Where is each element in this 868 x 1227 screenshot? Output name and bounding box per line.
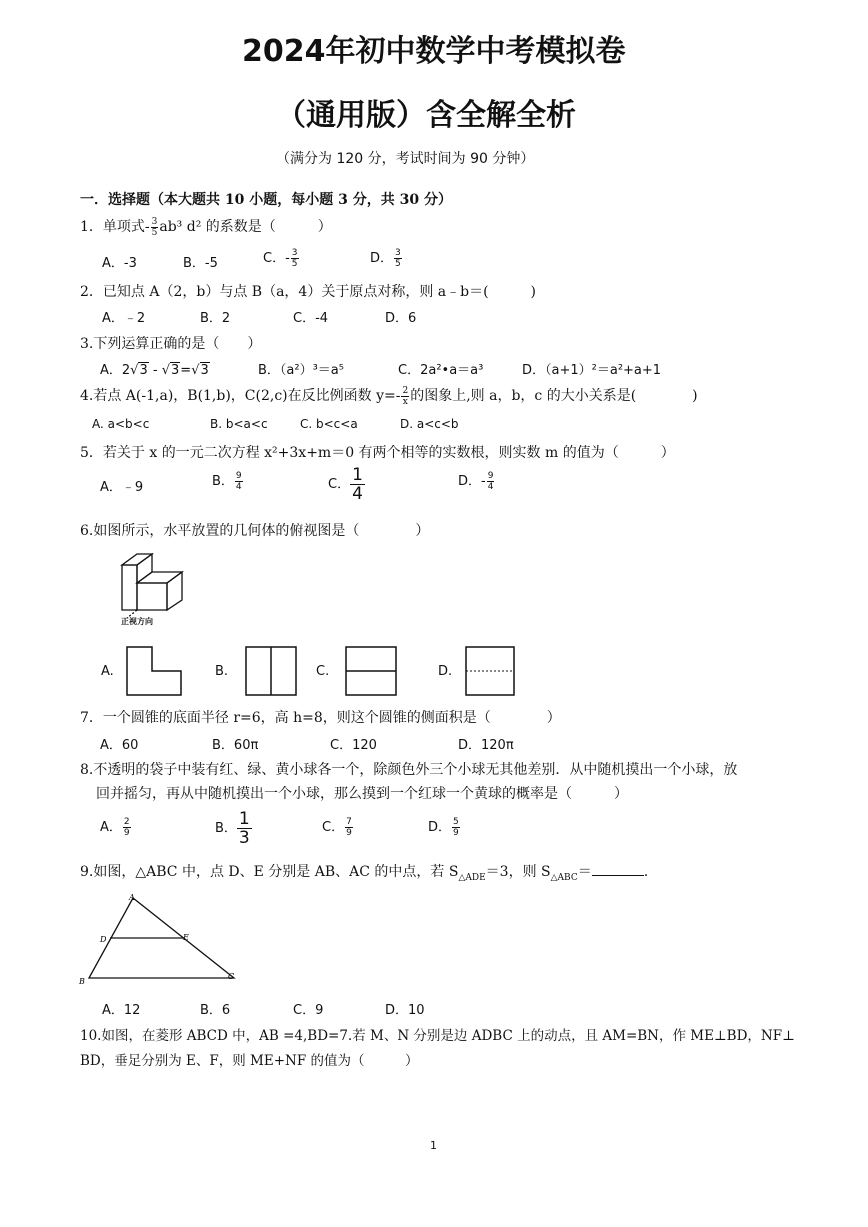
q1-fraction: $\frac{3}{5}$: [151, 216, 158, 238]
label-e: E: [183, 933, 189, 942]
q6-option-a-shape: [126, 646, 182, 696]
q8-option-c: C． $\frac{7}{9}$: [322, 817, 352, 838]
question-5: 5．若关于 x 的一元二次方程 x²+3x+m＝0 有两个相等的实数根，则实数 m 的值为（ ）: [80, 445, 675, 461]
label-b: B: [79, 977, 85, 986]
q8-option-b: B． $\frac{1}{3}$: [215, 809, 250, 848]
question-1: [80, 216, 332, 238]
q7-option-c: C．120: [330, 738, 377, 753]
q6-option-d-shape: [465, 646, 515, 696]
q2-option-b: B．2: [200, 311, 231, 326]
question-3: 3.下列运算正确的是（ ）: [80, 336, 262, 352]
question-10-line-1: 10.如图，在菱形 ABCD 中，AB =4,BD=7.若 M、N 分别是边 ADBC 上的动点，且 AM=BN，作 ME⊥BD，NF⊥: [80, 1028, 795, 1044]
q6-option-c: C.: [316, 664, 330, 679]
q6-option-a: A.: [101, 664, 114, 679]
q1-option-d: D． $\frac{3}{5}$: [370, 248, 401, 269]
q1-text-post: ab³ d² 的系数是（ ）: [159, 219, 332, 235]
page-number: 1: [430, 1139, 437, 1152]
q4-option-c: C. b<c<a: [300, 417, 358, 431]
q3-option-d: D．（a+1）²＝a²+a+1: [522, 363, 662, 378]
label-c: C: [228, 972, 235, 981]
exam-subtitle: （满分为 120 分，考试时间为 90 分钟）: [276, 151, 535, 167]
question-9: 9.如图，△ABC 中，点 D、E 分别是 AB、AC 的中点，若 $S_{\triangle ADE}=3$，则 $S_{\triangle ABC}=$ .: [80, 864, 649, 883]
q7-option-b: B．60π: [212, 738, 259, 753]
q6-option-b: B.: [215, 664, 229, 679]
q7-option-a: A．60: [100, 738, 139, 753]
question-8-line-2: 回并摇匀，再从中随机摸出一个小球，那么摸到一个红球一个黄球的概率是（ ）: [96, 786, 628, 802]
q5-option-c: C． $\frac{1}{4}$: [328, 465, 363, 504]
question-7: 7．一个圆锥的底面半径 r=6，高 h=8，则这个圆锥的侧面积是（ ）: [80, 710, 561, 726]
q2-option-d: D．6: [385, 311, 417, 326]
q9-option-d: D．10: [385, 1003, 425, 1018]
q9-answer-blank[interactable]: [592, 863, 644, 876]
q2-option-a: A．﹣2: [102, 311, 146, 326]
q5-option-a: A．﹣9: [100, 480, 144, 495]
q1-option-a: A．-3: [102, 256, 137, 271]
q5-option-d: D．- $\frac{9}{4}$: [458, 471, 494, 492]
q9-option-c: C．9: [293, 1003, 324, 1018]
title-line-1: 2024年初中数学中考模拟卷: [242, 34, 626, 69]
question-4: 4.若点 A(-1,a)，B(1,b)，C(2,c)在反比例函数 y=- $\frac{2}{x}$ 的图象上,则 a，b，c 的大小关系是( ): [80, 385, 698, 407]
q9-triangle-figure: [76, 890, 246, 990]
question-6: 6.如图所示，水平放置的几何体的俯视图是（ ）: [80, 523, 430, 539]
question-8-line-1: 8.不透明的袋子中装有红、绿、黄小球各一个，除颜色外三个小球无其他差别．从中随机摸出一个小球，放: [80, 762, 738, 778]
q1-option-b: B．-5: [183, 256, 218, 271]
question-2: 2．已知点 A（2，b）与点 B（a，4）关于原点对称，则 a﹣b＝( ): [80, 284, 537, 300]
q8-option-a: A． $\frac{2}{9}$: [100, 817, 130, 838]
q9-option-a: A．12: [102, 1003, 141, 1018]
q4-option-d: D. a<c<b: [400, 417, 459, 431]
q5-option-b: B． $\frac{9}{4}$: [212, 471, 242, 492]
title-line-2: （通用版）含全解全析: [276, 98, 576, 133]
q8-option-d: D． $\frac{5}{9}$: [428, 817, 459, 838]
q6-option-d: D.: [438, 664, 453, 679]
q3-option-c: C．2a²•a＝a³: [398, 363, 484, 378]
q1-text-pre: 1．单项式-: [80, 219, 150, 235]
q3-option-a: A．2√3 - √3=√3: [100, 363, 209, 378]
q1-option-c: C．- $\frac{3}{5}$: [263, 248, 298, 269]
q4-option-a: A. a<b<c: [92, 417, 150, 431]
label-d: D: [100, 935, 107, 944]
q6-view-direction-label: 正视方向: [121, 616, 153, 626]
question-10-line-2: BD，垂足分别为 E、F，则 ME+NF 的值为（ ）: [80, 1053, 419, 1069]
q2-option-c: C．-4: [293, 311, 329, 326]
q3-option-b: B．（a²）³＝a⁵: [258, 363, 344, 378]
q6-option-c-shape: [345, 646, 397, 696]
label-a: A: [129, 893, 135, 902]
section-heading: 一．选择题（本大题共 10 小题，每小题 3 分，共 30 分）: [80, 192, 452, 208]
q9-option-b: B．6: [200, 1003, 231, 1018]
q6-option-b-shape: [245, 646, 297, 696]
q4-option-b: B. b<a<c: [210, 417, 268, 431]
q7-option-d: D．120π: [458, 738, 514, 753]
